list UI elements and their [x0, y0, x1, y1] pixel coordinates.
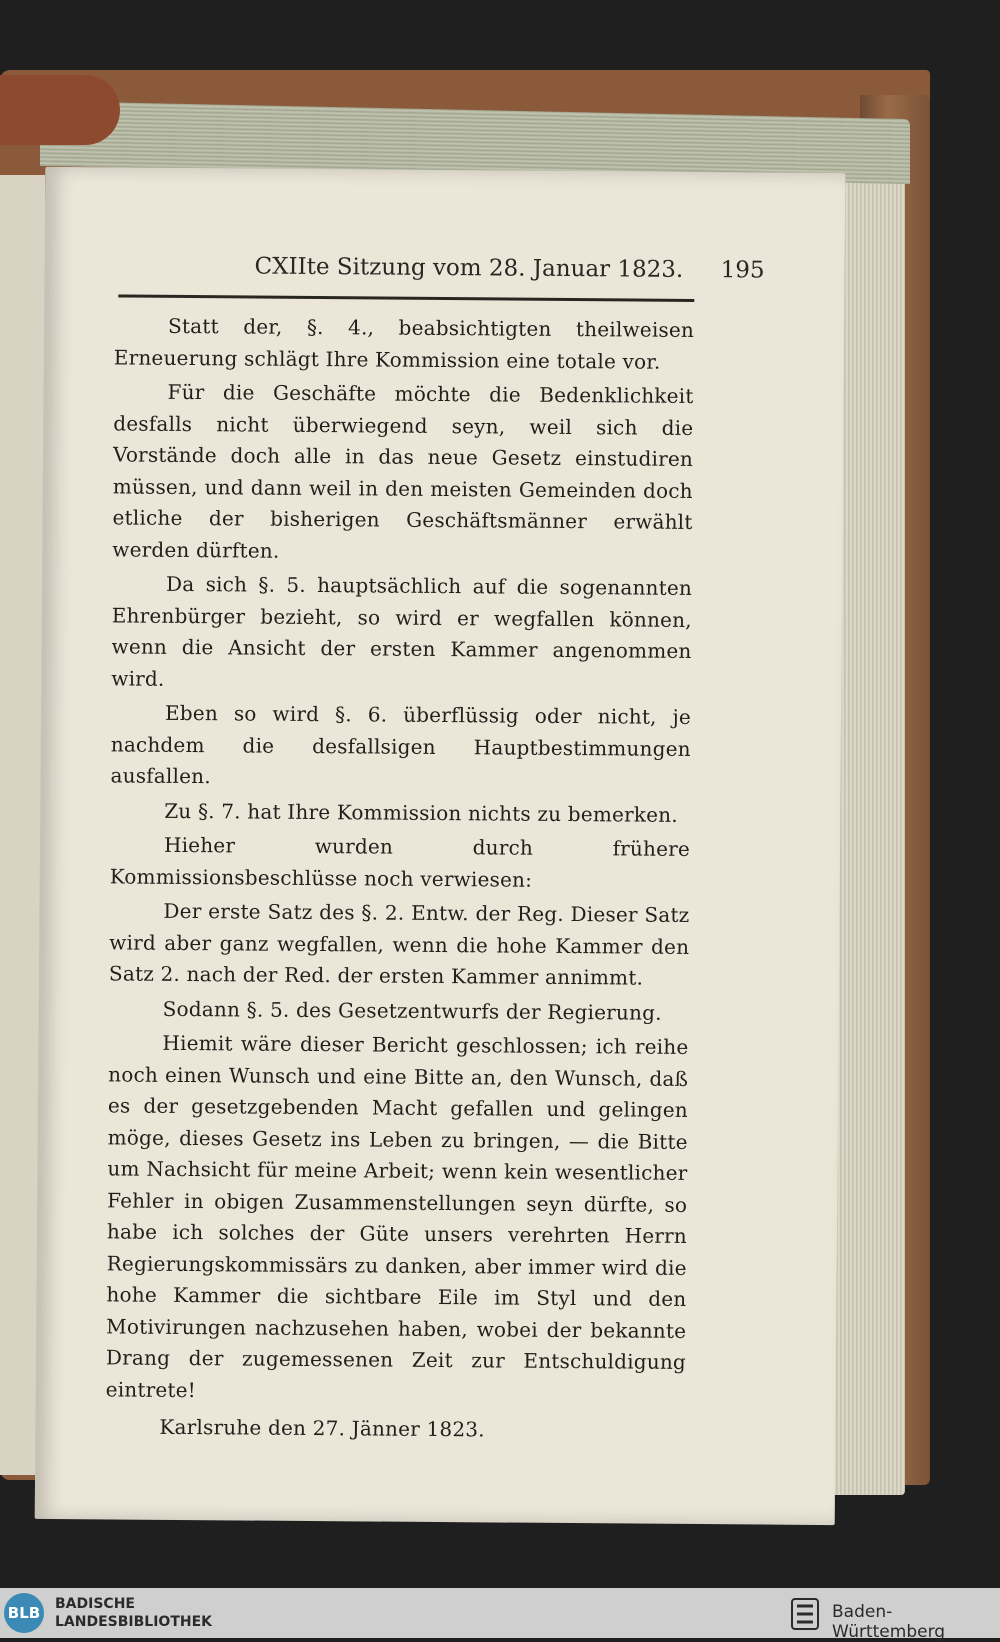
paragraph: Zu §. 7. hat Ihre Kommission nichts zu bemerken.: [164, 798, 678, 827]
paragraph: Der erste Satz des §. 2. Entw. der Reg. Dieser Satz wird aber ganz wegfallen, wenn die hohe Kammer den Satz 2. nach der Red. der ersten Kammer annimmt.: [108, 898, 690, 990]
signoff-line: Karlsruhe den 27. Jänner 1823.: [159, 1414, 485, 1442]
paragraph: Statt der, §. 4., beabsichtigten theilweisen Erneuerung schlägt Ihre Kommission eine totale vor.: [113, 313, 695, 374]
baden-wuerttemberg-lions-icon: [790, 1597, 820, 1631]
paragraph: Für die Geschäfte möchte die Bedenklichkeit desfalls nicht überwiegend seyn, weil sich die Vorstände doch alle in das neue Gesetz einstudiren müssen, und dann weil in den meisten Gemeinden doch etliche der bisherigen Geschäftsmänner erwählt werden dürften.: [112, 379, 694, 563]
running-header-title: CXIIte Sitzung vom 28. Januar 1823.: [254, 253, 684, 283]
paragraph: Da sich §. 5. hauptsächlich auf die sogenannten Ehrenbürger bezieht, so wird er wegfallen können, wenn die Ansicht der ersten Kammer angenommen wird.: [111, 571, 693, 691]
state-name[interactable]: Baden-Württemberg: [832, 1602, 946, 1642]
viewer-footer: [0, 1588, 1000, 1642]
paragraph: Hiemit wäre dieser Bericht geschlossen; ich reihe noch einen Wunsch und eine Bitte an, den Wunsch, daß es der gesetzgebenden Macht gefallen und gelingen möge, dieses Gesetz ins Leben zu bringen, — die Bitte um Nachsicht für meine Arbeit; wenn kein wesentlicher Fehler in obigen Zusammenstellungen seyn dürfte, so habe ich solches der Güte unsers verehrten Herrn Regierungskommissärs zu danken, aber immer wird die hohe Kammer die sichtbare Eile im Styl und den Motivirungen nachzusehen haben, wobei der bekannte Drang der zugemessenen Zeit zur Entschuldigung eintrete!: [105, 1030, 689, 1402]
library-name[interactable]: [55, 1595, 212, 1631]
paragraph: Eben so wird §. 6. überflüssig oder nicht, je nachdem die desfallsigen Hauptbestimmungen ausfallen.: [110, 700, 692, 789]
leather-spine-band: [0, 75, 120, 145]
paragraph: Hieher wurden durch frühere Kommissionsbeschlüsse noch verwiesen:: [109, 832, 691, 892]
body-text: [105, 310, 694, 1450]
page-number: 195: [720, 257, 765, 284]
blb-logo-icon[interactable]: BLB: [4, 1593, 44, 1633]
book-page: [35, 167, 846, 1525]
running-header: [204, 253, 764, 297]
library-name-line1: BADISCHE: [55, 1596, 135, 1612]
paragraph: Sodann §. 5. des Gesetzentwurfs der Regierung.: [162, 996, 662, 1025]
library-name-line2: LANDESBIBLIOTHEK: [55, 1614, 213, 1630]
